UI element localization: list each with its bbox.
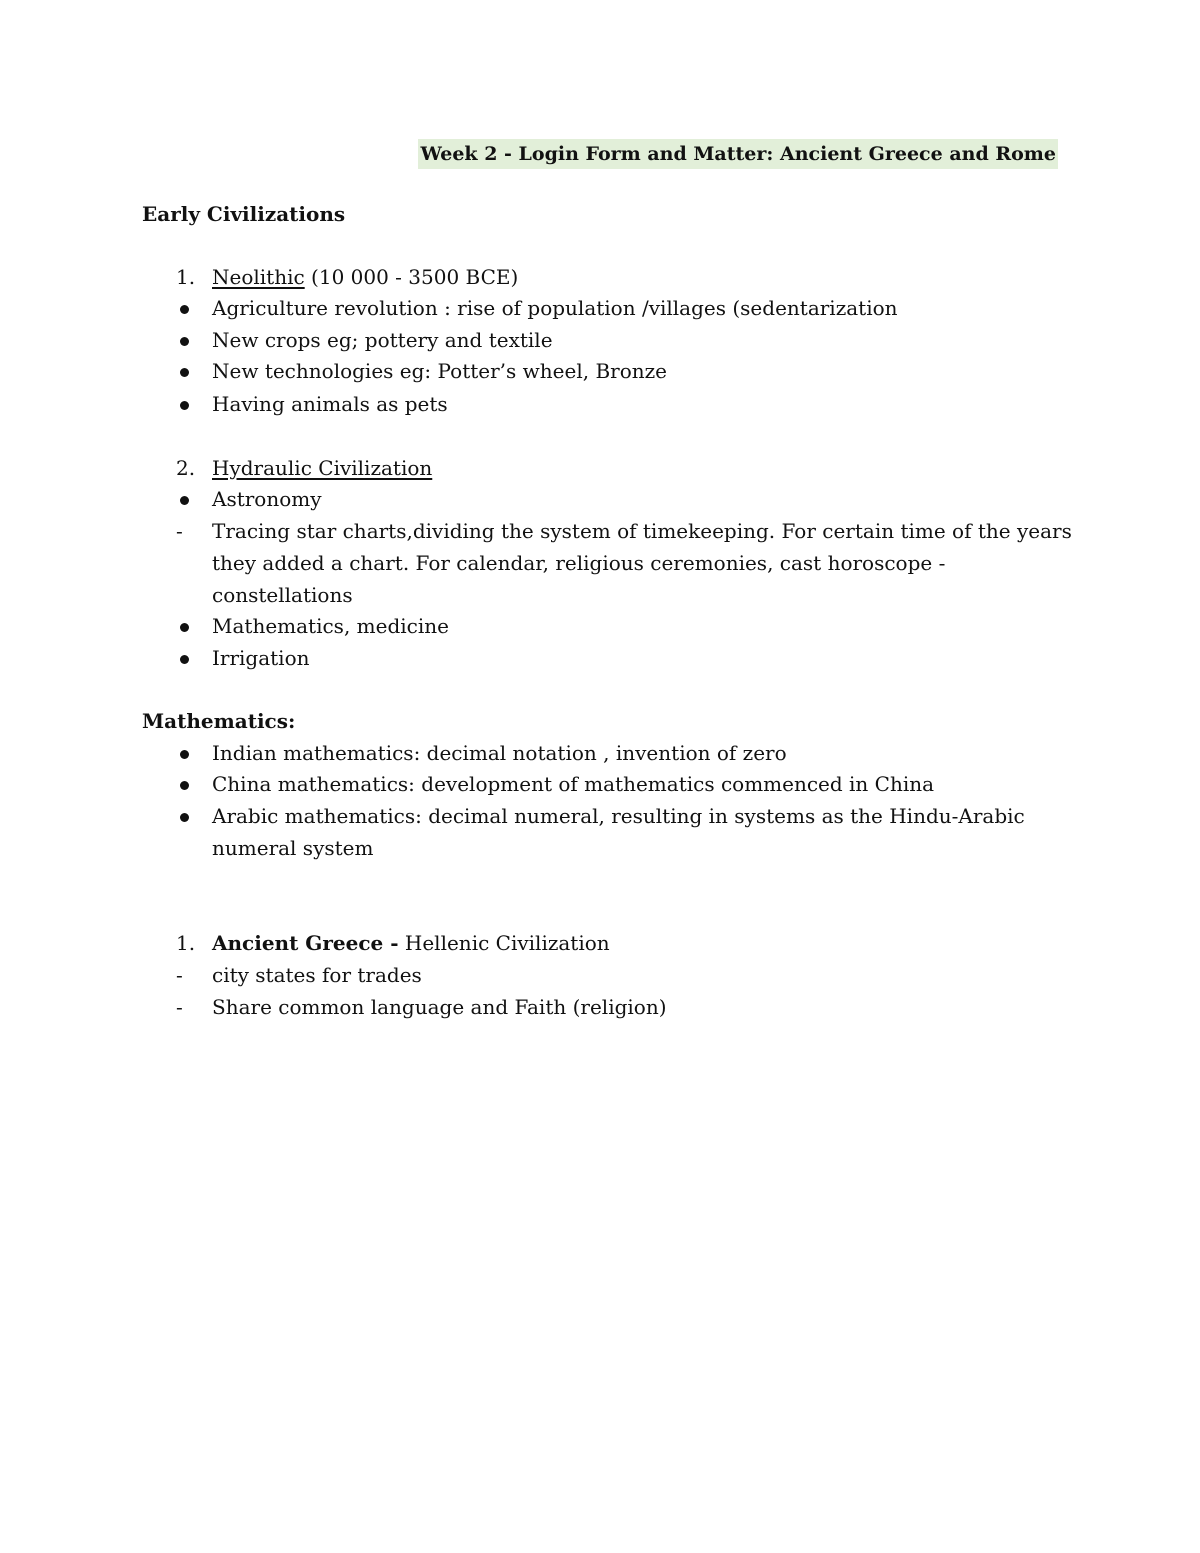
list-item-neolithic — [212, 261, 518, 293]
list-item-hydraulic-civilization: Hydraulic Civilization — [212, 456, 433, 480]
list-item: Astronomy — [212, 487, 322, 511]
bullet-icon — [180, 781, 189, 790]
document-header-title: Week 2 - Login Form and Matter: Ancient Greece and Rome — [418, 139, 1058, 169]
ancient-greece-title: Ancient Greece - — [212, 931, 399, 955]
list-number: 2. — [176, 456, 196, 480]
bullet-icon — [180, 401, 189, 410]
list-item: New technologies eg: Potter’s wheel, Bronze — [212, 359, 667, 383]
bullet-icon — [180, 305, 189, 314]
list-number: 1. — [176, 265, 196, 289]
list-item: Having animals as pets — [212, 392, 448, 416]
bullet-icon — [180, 655, 189, 664]
list-item: New crops eg; pottery and textile — [212, 328, 553, 352]
bullet-icon — [180, 813, 189, 822]
list-item-line: they added a chart. For calendar, religious ceremonies, cast horoscope - — [212, 551, 946, 575]
list-item: Irrigation — [212, 646, 310, 670]
neolithic-title: Neolithic — [212, 265, 305, 289]
dash-marker: - — [176, 519, 183, 543]
bullet-icon — [180, 337, 189, 346]
list-item-line: Tracing star charts,dividing the system of timekeeping. For certain time of the years — [212, 519, 1072, 543]
bullet-icon — [180, 496, 189, 505]
list-item: Share common language and Faith (religion) — [212, 995, 667, 1019]
list-item: Agriculture revolution : rise of population /villages (sedentarization — [212, 296, 898, 320]
list-item-line: constellations — [212, 583, 353, 607]
section-heading-mathematics: Mathematics: — [142, 709, 296, 733]
list-item: Mathematics, medicine — [212, 614, 449, 638]
list-item: city states for trades — [212, 963, 422, 987]
dash-marker: - — [176, 963, 183, 987]
section-heading-early-civilizations: Early Civilizations — [142, 202, 346, 226]
dash-marker: - — [176, 995, 183, 1019]
bullet-icon — [180, 750, 189, 759]
ancient-greece-subtitle: Hellenic Civilization — [398, 931, 610, 955]
bullet-icon — [180, 368, 189, 377]
bullet-icon — [180, 623, 189, 632]
list-item-line: numeral system — [212, 836, 374, 860]
list-item-ancient-greece — [212, 927, 610, 959]
list-item: China mathematics: development of mathematics commenced in China — [212, 772, 935, 796]
neolithic-dates: (10 000 - 3500 BCE) — [304, 265, 519, 289]
list-item-line: Arabic mathematics: decimal numeral, resulting in systems as the Hindu-Arabic — [212, 804, 1025, 828]
list-number: 1. — [176, 931, 196, 955]
list-item: Indian mathematics: decimal notation , invention of zero — [212, 741, 787, 765]
